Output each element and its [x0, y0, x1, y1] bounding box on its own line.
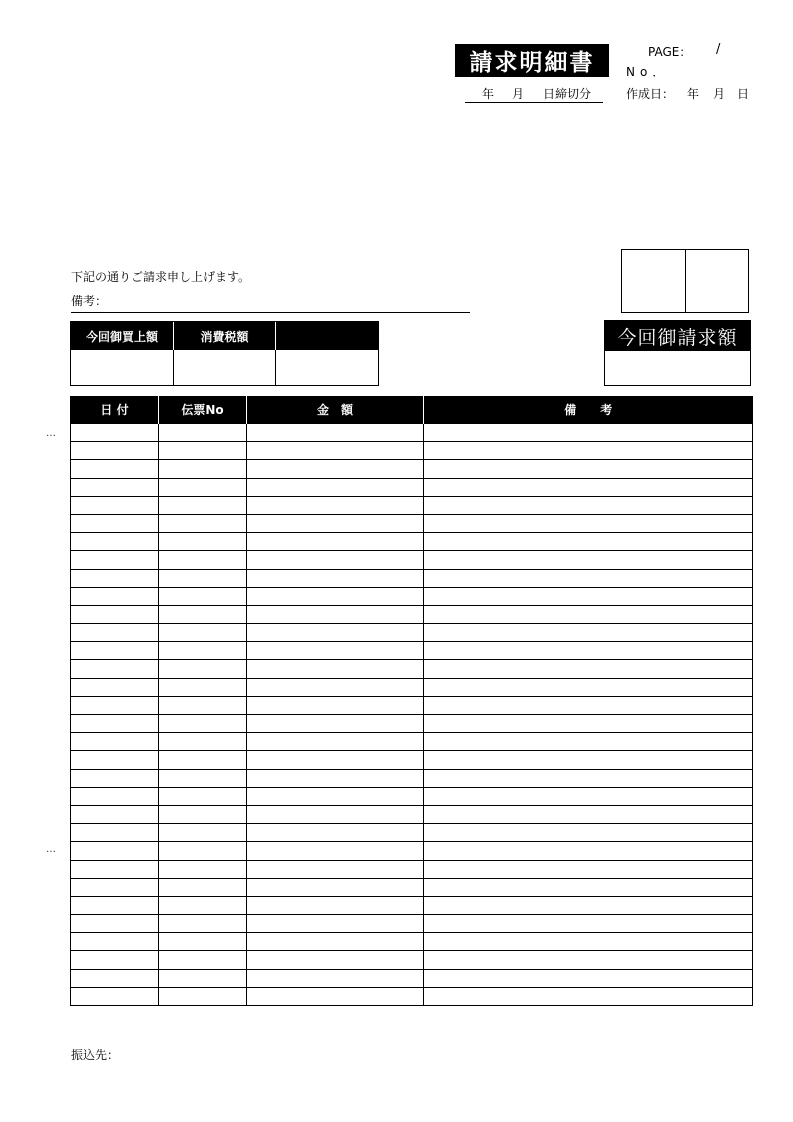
cell-amount[interactable] [247, 860, 424, 878]
greeting-text: 下記の通りご請求申し上げます。 [71, 270, 251, 284]
table-row [71, 769, 753, 787]
cell-date[interactable] [71, 860, 159, 878]
detail-body [71, 424, 753, 1006]
cell-date[interactable] [71, 514, 159, 532]
table-row [71, 514, 753, 532]
total-invoice-label: 今回御請求額 [605, 321, 750, 351]
cell-amount[interactable] [247, 951, 424, 969]
table-row [71, 951, 753, 969]
stamp-cell-left[interactable] [622, 250, 685, 312]
cell-remarks[interactable] [424, 733, 753, 751]
table-row [71, 442, 753, 460]
page-label: PAGE： [648, 45, 692, 59]
cell-remarks[interactable] [424, 678, 753, 696]
total-invoice-value[interactable] [605, 351, 750, 385]
cell-remarks[interactable] [424, 805, 753, 823]
cell-slip-no[interactable] [159, 696, 247, 714]
cell-date[interactable] [71, 951, 159, 969]
summary-value-blank[interactable] [275, 350, 378, 385]
cell-remarks[interactable] [424, 660, 753, 678]
cell-amount[interactable] [247, 587, 424, 605]
cell-amount[interactable] [247, 987, 424, 1005]
table-row [71, 751, 753, 769]
table-row [71, 496, 753, 514]
cell-amount[interactable] [247, 424, 424, 442]
table-row [71, 642, 753, 660]
table-row [71, 933, 753, 951]
table-row [71, 533, 753, 551]
header-slip-no: 伝票No [159, 396, 247, 424]
table-row [71, 969, 753, 987]
cell-amount[interactable] [247, 842, 424, 860]
cell-amount[interactable] [247, 715, 424, 733]
cell-slip-no[interactable] [159, 769, 247, 787]
cell-slip-no[interactable] [159, 660, 247, 678]
cell-amount[interactable] [247, 969, 424, 987]
cell-remarks[interactable] [424, 842, 753, 860]
cell-date[interactable] [71, 787, 159, 805]
cell-slip-no[interactable] [159, 787, 247, 805]
cell-date[interactable] [71, 678, 159, 696]
cell-amount[interactable] [247, 533, 424, 551]
cell-remarks[interactable] [424, 496, 753, 514]
cell-slip-no[interactable] [159, 478, 247, 496]
cell-slip-no[interactable] [159, 896, 247, 914]
cell-remarks[interactable] [424, 642, 753, 660]
cell-date[interactable] [71, 460, 159, 478]
cell-slip-no[interactable] [159, 496, 247, 514]
margin-mark-top: … [46, 428, 56, 439]
cell-date[interactable] [71, 751, 159, 769]
cell-amount[interactable] [247, 460, 424, 478]
cell-amount[interactable] [247, 605, 424, 623]
closing-month: 月 [512, 87, 525, 101]
summary-table [70, 321, 379, 386]
table-row [71, 842, 753, 860]
cell-date[interactable] [71, 624, 159, 642]
cell-remarks[interactable] [424, 624, 753, 642]
cell-remarks[interactable] [424, 769, 753, 787]
summary-value-purchase[interactable] [71, 350, 173, 385]
cell-remarks[interactable] [424, 460, 753, 478]
cell-slip-no[interactable] [159, 878, 247, 896]
cell-amount[interactable] [247, 514, 424, 532]
cell-remarks[interactable] [424, 987, 753, 1005]
closing-year: 年 [482, 87, 495, 101]
cell-remarks[interactable] [424, 424, 753, 442]
cell-amount[interactable] [247, 896, 424, 914]
cell-date[interactable] [71, 533, 159, 551]
cell-remarks[interactable] [424, 514, 753, 532]
cell-slip-no[interactable] [159, 751, 247, 769]
cell-slip-no[interactable] [159, 587, 247, 605]
cell-remarks[interactable] [424, 533, 753, 551]
cell-slip-no[interactable] [159, 624, 247, 642]
cell-slip-no[interactable] [159, 933, 247, 951]
cell-remarks[interactable] [424, 569, 753, 587]
cell-slip-no[interactable] [159, 805, 247, 823]
table-row [71, 696, 753, 714]
detail-table [70, 396, 753, 1006]
created-day: 日 [737, 87, 750, 101]
cell-remarks[interactable] [424, 969, 753, 987]
cell-slip-no[interactable] [159, 424, 247, 442]
cell-date[interactable] [71, 933, 159, 951]
cell-amount[interactable] [247, 933, 424, 951]
closing-suffix: 日締切分 [543, 87, 592, 101]
table-row [71, 987, 753, 1005]
cell-date[interactable] [71, 587, 159, 605]
cell-date[interactable] [71, 642, 159, 660]
table-row [71, 787, 753, 805]
table-row [71, 424, 753, 442]
cell-amount[interactable] [247, 496, 424, 514]
cell-date[interactable] [71, 442, 159, 460]
header-date: 日 付 [71, 396, 159, 424]
cell-amount[interactable] [247, 569, 424, 587]
cell-date[interactable] [71, 842, 159, 860]
cell-remarks[interactable] [424, 896, 753, 914]
cell-amount[interactable] [247, 678, 424, 696]
closing-date-line [465, 85, 603, 103]
summary-value-tax[interactable] [173, 350, 275, 385]
cell-amount[interactable] [247, 769, 424, 787]
cell-remarks[interactable] [424, 824, 753, 842]
created-label: 作成日： [626, 87, 675, 101]
created-year: 年 [687, 87, 700, 101]
cell-slip-no[interactable] [159, 642, 247, 660]
bank-transfer-label: 振込先： [71, 1048, 120, 1062]
cell-slip-no[interactable] [159, 915, 247, 933]
cell-slip-no[interactable] [159, 514, 247, 532]
cell-remarks[interactable] [424, 442, 753, 460]
table-row [71, 878, 753, 896]
cell-slip-no[interactable] [159, 987, 247, 1005]
cell-remarks[interactable] [424, 933, 753, 951]
cell-date[interactable] [71, 569, 159, 587]
summary-header-tax: 消費税額 [173, 322, 275, 350]
cell-amount[interactable] [247, 824, 424, 842]
cell-slip-no[interactable] [159, 969, 247, 987]
table-row [71, 660, 753, 678]
cell-remarks[interactable] [424, 587, 753, 605]
cell-date[interactable] [71, 987, 159, 1005]
cell-amount[interactable] [247, 442, 424, 460]
created-month: 月 [713, 87, 726, 101]
cell-date[interactable] [71, 824, 159, 842]
table-row [71, 587, 753, 605]
summary-header-purchase: 今回御買上額 [71, 322, 173, 350]
cell-date[interactable] [71, 896, 159, 914]
cell-date[interactable] [71, 478, 159, 496]
cell-date[interactable] [71, 696, 159, 714]
cell-date[interactable] [71, 805, 159, 823]
detail-header-row [71, 396, 753, 424]
cell-remarks[interactable] [424, 860, 753, 878]
cell-slip-no[interactable] [159, 842, 247, 860]
cell-slip-no[interactable] [159, 733, 247, 751]
total-invoice-box [604, 320, 751, 386]
cell-date[interactable] [71, 878, 159, 896]
remarks-label: 備考： [71, 294, 108, 308]
table-row [71, 678, 753, 696]
cell-amount[interactable] [247, 696, 424, 714]
cell-slip-no[interactable] [159, 678, 247, 696]
cell-slip-no[interactable] [159, 605, 247, 623]
cell-slip-no[interactable] [159, 824, 247, 842]
cell-amount[interactable] [247, 878, 424, 896]
cell-date[interactable] [71, 424, 159, 442]
cell-slip-no[interactable] [159, 551, 247, 569]
cell-amount[interactable] [247, 624, 424, 642]
table-row [71, 860, 753, 878]
table-row [71, 915, 753, 933]
table-row [71, 478, 753, 496]
stamp-cell-right[interactable] [685, 250, 749, 312]
cell-remarks[interactable] [424, 478, 753, 496]
cell-amount[interactable] [247, 805, 424, 823]
table-row [71, 805, 753, 823]
table-row [71, 715, 753, 733]
cell-amount[interactable] [247, 733, 424, 751]
cell-date[interactable] [71, 496, 159, 514]
cell-amount[interactable] [247, 787, 424, 805]
cell-slip-no[interactable] [159, 715, 247, 733]
remarks-field[interactable] [71, 312, 470, 313]
cell-remarks[interactable] [424, 787, 753, 805]
table-row [71, 460, 753, 478]
table-row [71, 733, 753, 751]
table-row [71, 551, 753, 569]
cell-date[interactable] [71, 715, 159, 733]
number-label: No． [626, 65, 670, 79]
cell-remarks[interactable] [424, 951, 753, 969]
cell-date[interactable] [71, 769, 159, 787]
cell-date[interactable] [71, 733, 159, 751]
table-row [71, 824, 753, 842]
table-row [71, 569, 753, 587]
header-amount: 金 額 [247, 396, 424, 424]
cell-remarks[interactable] [424, 915, 753, 933]
margin-mark-middle: … [46, 844, 56, 855]
page-slash: / [716, 42, 721, 57]
cell-date[interactable] [71, 969, 159, 987]
cell-amount[interactable] [247, 551, 424, 569]
cell-date[interactable] [71, 660, 159, 678]
table-row [71, 896, 753, 914]
cell-remarks[interactable] [424, 751, 753, 769]
cell-slip-no[interactable] [159, 533, 247, 551]
cell-date[interactable] [71, 605, 159, 623]
cell-amount[interactable] [247, 915, 424, 933]
stamp-boxes [621, 249, 749, 313]
cell-slip-no[interactable] [159, 569, 247, 587]
cell-date[interactable] [71, 915, 159, 933]
cell-date[interactable] [71, 551, 159, 569]
cell-remarks[interactable] [424, 878, 753, 896]
summary-header-blank [275, 322, 378, 350]
cell-amount[interactable] [247, 642, 424, 660]
cell-slip-no[interactable] [159, 860, 247, 878]
cell-remarks[interactable] [424, 605, 753, 623]
cell-remarks[interactable] [424, 715, 753, 733]
cell-remarks[interactable] [424, 696, 753, 714]
cell-amount[interactable] [247, 751, 424, 769]
cell-slip-no[interactable] [159, 951, 247, 969]
table-row [71, 624, 753, 642]
document-title: 請求明細書 [455, 44, 609, 77]
cell-amount[interactable] [247, 660, 424, 678]
table-row [71, 605, 753, 623]
cell-slip-no[interactable] [159, 442, 247, 460]
cell-remarks[interactable] [424, 551, 753, 569]
cell-amount[interactable] [247, 478, 424, 496]
header-remarks: 備 考 [424, 396, 753, 424]
cell-slip-no[interactable] [159, 460, 247, 478]
